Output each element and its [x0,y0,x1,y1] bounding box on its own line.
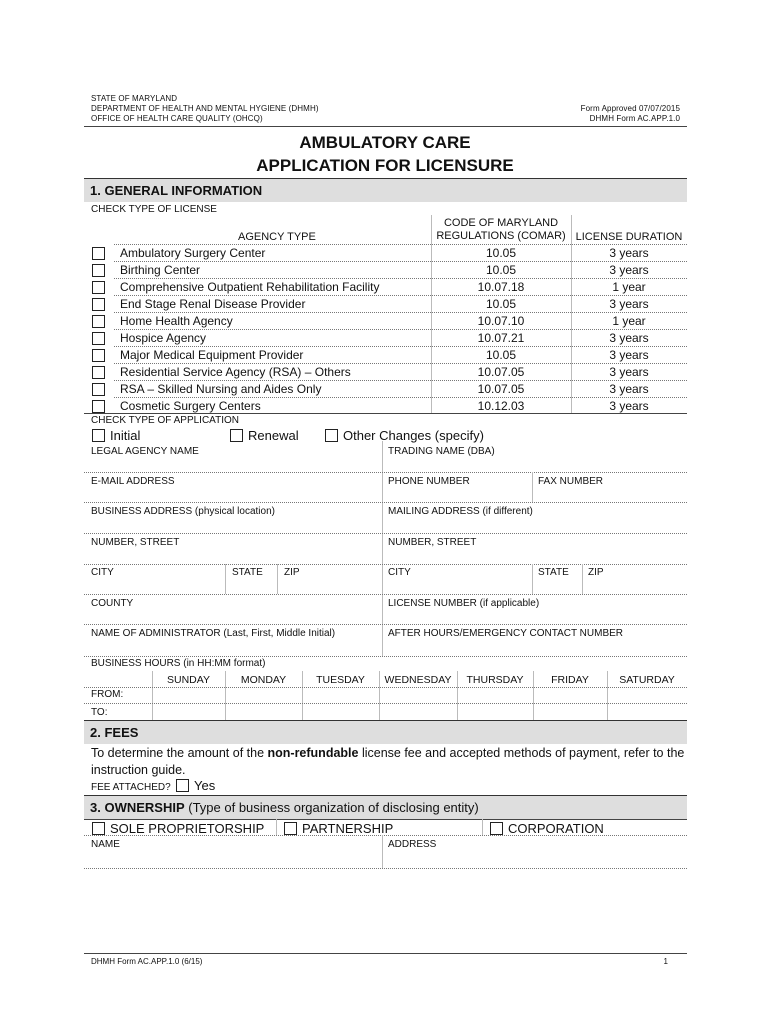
section-general-information: 1. GENERAL INFORMATION [84,178,687,202]
fees-text [91,746,684,760]
license-duration: 3 years [609,365,649,379]
agency-type: Comprehensive Outpatient Rehabilitation Facility [120,280,380,294]
day-header: WEDNESDAY [384,674,452,686]
ownership-heading: 3. OWNERSHIP [90,800,185,815]
business-zip-field[interactable]: ZIP [284,567,300,578]
initial-label: Initial [110,428,141,443]
license-checkbox[interactable] [92,400,105,413]
day-header: MONDAY [240,674,287,686]
day-header: FRIDAY [551,674,589,686]
partnership-checkbox[interactable] [284,822,297,835]
page-number: 1 [663,957,668,966]
agency-type: RSA – Skilled Nursing and Aides Only [120,382,322,396]
business-city-field[interactable]: CITY [91,567,114,578]
license-row [84,364,687,381]
license-checkbox[interactable] [92,281,105,294]
after-hours-contact-field[interactable]: AFTER HOURS/EMERGENCY CONTACT NUMBER [388,628,624,639]
mailing-city-field[interactable]: CITY [388,567,411,578]
check-application-label: CHECK TYPE OF APPLICATION [91,415,239,426]
renewal-label: Renewal [248,428,299,443]
license-checkbox[interactable] [92,264,105,277]
license-duration: 3 years [609,297,649,311]
license-duration: 3 years [609,382,649,396]
fee-attached-yes-label: Yes [194,778,216,793]
license-duration: 3 years [609,331,649,345]
license-row [84,330,687,347]
col-agency-type: AGENCY TYPE [238,231,316,243]
business-state-field[interactable]: STATE [232,567,263,578]
administrator-name-field[interactable]: NAME OF ADMINISTRATOR (Last, First, Middle Initial) [91,628,336,639]
title-line-2: APPLICATION FOR LICENSURE [256,156,514,175]
hours-from-label: FROM: [91,689,124,700]
license-row [84,381,687,398]
comar-code: 10.07.10 [477,314,525,328]
license-duration: 3 years [609,246,649,260]
license-checkbox[interactable] [92,247,105,260]
state-name: STATE OF MARYLAND [91,94,178,103]
owner-name-field[interactable]: NAME [91,839,120,850]
license-checkbox[interactable] [92,332,105,345]
fees-text-bold: non-refundable [267,746,359,760]
license-row [84,296,687,313]
mailing-address-field[interactable]: MAILING ADDRESS (if different) [388,506,533,517]
day-header: SATURDAY [619,674,675,686]
comar-code: 10.07.05 [477,365,525,379]
mailing-state-field[interactable]: STATE [538,567,569,578]
fees-text-line2: instruction guide. [91,763,186,777]
mailing-zip-field[interactable]: ZIP [588,567,604,578]
county-field[interactable]: COUNTY [91,598,134,609]
fees-text-post: license fee and accepted methods of payment, refer to the [358,746,685,760]
fee-attached-label: FEE ATTACHED? [91,782,171,793]
license-duration: 3 years [609,348,649,362]
email-field[interactable]: E-MAIL ADDRESS [91,476,175,487]
comar-code: 10.05 [485,348,517,362]
department-name: DEPARTMENT OF HEALTH AND MENTAL HYGIENE (DHMH) [91,104,319,113]
fax-field[interactable]: FAX NUMBER [538,476,604,487]
business-street-field[interactable]: NUMBER, STREET [91,537,180,548]
agency-type: Birthing Center [120,263,201,277]
col-comar-line1: CODE OF MARYLAND [443,217,559,229]
agency-type: Ambulatory Surgery Center [120,246,266,260]
section-fees: 2. FEES [84,720,687,744]
legal-agency-name-field[interactable]: LEGAL AGENCY NAME [91,446,199,457]
agency-type: Cosmetic Surgery Centers [120,399,261,413]
col-license-duration: LICENSE DURATION [575,231,683,243]
agency-type: Major Medical Equipment Provider [120,348,304,362]
comar-code: 10.05 [485,297,517,311]
license-duration: 1 year [612,280,646,294]
agency-type: Residential Service Agency (RSA) – Others [120,365,351,379]
license-duration: 3 years [609,399,649,413]
day-header: THURSDAY [466,674,524,686]
corporation-label: CORPORATION [508,821,604,836]
comar-code: 10.07.21 [477,331,525,345]
fees-text-pre: To determine the amount of the [91,746,268,760]
initial-checkbox[interactable] [92,429,105,442]
license-row [84,313,687,330]
trading-name-field[interactable]: TRADING NAME (DBA) [388,446,495,457]
corporation-checkbox[interactable] [490,822,503,835]
comar-code: 10.07.05 [477,382,525,396]
agency-type: Hospice Agency [120,331,207,345]
check-license-label: CHECK TYPE OF LICENSE [91,204,217,215]
agency-type: Home Health Agency [120,314,233,328]
comar-code: 10.07.18 [477,280,525,294]
section-ownership [84,795,687,819]
license-checkbox[interactable] [92,349,105,362]
header-rule [84,126,687,127]
mailing-street-field[interactable]: NUMBER, STREET [388,537,477,548]
license-checkbox[interactable] [92,383,105,396]
title-line-1: AMBULATORY CARE [299,133,471,152]
form-id: DHMH Form AC.APP.1.0 [589,114,680,123]
other-changes-checkbox[interactable] [325,429,338,442]
license-duration: 3 years [609,263,649,277]
day-header: SUNDAY [167,674,210,686]
ownership-subheading: (Type of business organization of disclosing entity) [184,800,479,815]
license-checkbox[interactable] [92,298,105,311]
footer-form-id: DHMH Form AC.APP.1.0 (6/15) [91,957,203,966]
license-row [84,279,687,296]
license-row [84,347,687,364]
other-changes-label: Other Changes (specify) [343,428,484,443]
comar-code: 10.12.03 [477,399,525,413]
renewal-checkbox[interactable] [230,429,243,442]
comar-code: 10.05 [485,246,517,260]
col-comar-line2: REGULATIONS (COMAR) [436,230,566,242]
license-row [84,262,687,279]
agency-type: End Stage Renal Disease Provider [120,297,306,311]
form-approved: Form Approved 07/07/2015 [580,104,680,113]
business-hours-label: BUSINESS HOURS (in HH:MM format) [91,658,266,669]
sole-proprietorship-label: SOLE PROPRIETORSHIP [110,821,265,836]
license-checkbox[interactable] [92,315,105,328]
owner-address-field[interactable]: ADDRESS [388,839,437,850]
license-number-field[interactable]: LICENSE NUMBER (if applicable) [388,598,540,609]
business-address-field[interactable]: BUSINESS ADDRESS (physical location) [91,506,275,517]
partnership-label: PARTNERSHIP [302,821,394,836]
office-name: OFFICE OF HEALTH CARE QUALITY (OHCQ) [91,114,263,123]
license-duration: 1 year [612,314,646,328]
day-header: TUESDAY [316,674,365,686]
sole-proprietorship-checkbox[interactable] [92,822,105,835]
phone-field[interactable]: PHONE NUMBER [388,476,470,487]
fee-attached-yes-checkbox[interactable] [176,779,189,792]
hours-to-label: TO: [91,707,108,718]
license-row [84,245,687,262]
license-checkbox[interactable] [92,366,105,379]
comar-code: 10.05 [485,263,517,277]
